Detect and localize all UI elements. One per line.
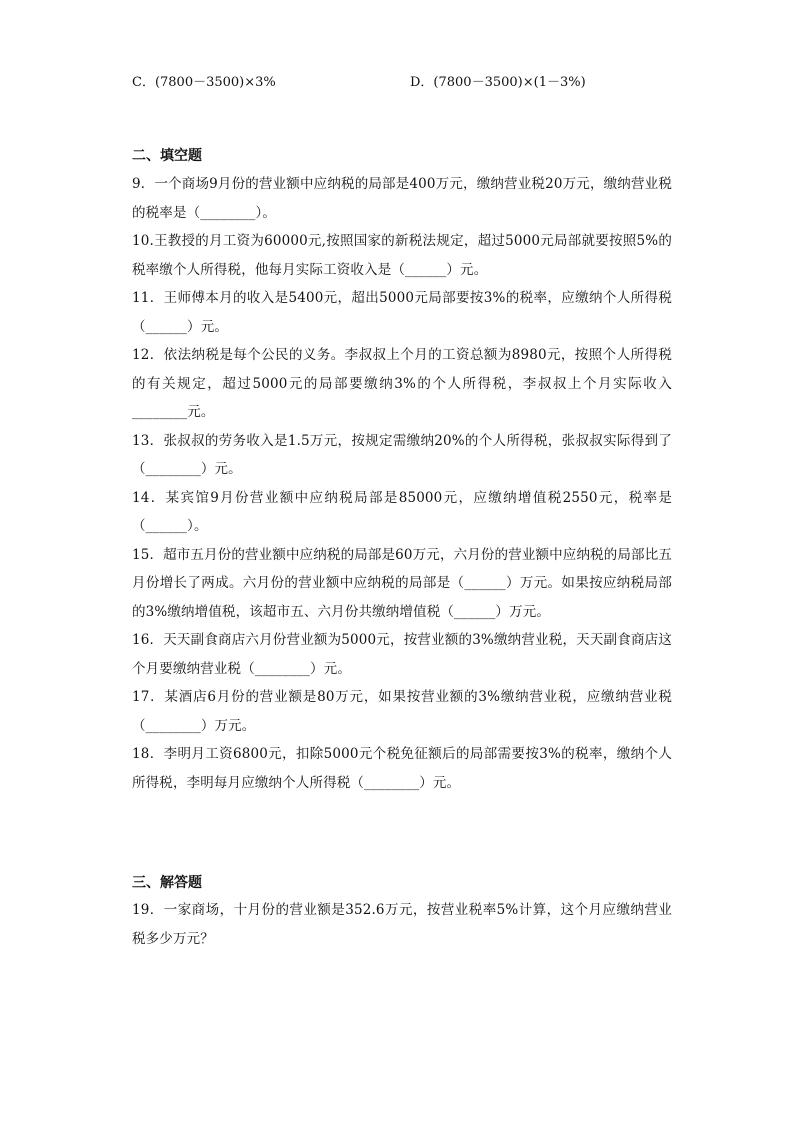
fill-in-questions xyxy=(132,170,672,797)
question-19: 19．一家商场，十月份的营业额是352.6万元，按营业税率5%计算，这个月应缴纳营业税多少万元？ xyxy=(132,902,672,947)
section-title-answer: 三、解答题 xyxy=(132,875,202,891)
choice-options xyxy=(132,71,692,93)
question-17: 17．某酒店6月份的营业额是80万元，如果按营业额的3%缴纳营业税，应缴纳营业税（________）万元。 xyxy=(132,689,672,734)
question-16: 16．天天副食商店六月份营业额为5000元，按营业额的3%缴纳营业税，天天副食商店这个月要缴纳营业税（________）元。 xyxy=(132,632,672,677)
question-18: 18．李明月工资6800元，扣除5000元个税免征额后的局部需要按3%的税率，缴纳个人所得税，李明每月应缴纳个人所得税（________）元。 xyxy=(132,746,672,791)
question-12: 12．依法纳税是每个公民的义务。李叔叔上个月的工资总额为8980元，按照个人所得税的有关规定，超过5000元的局部要缴纳3%的个人所得税，李叔叔上个月实际收入________元。 xyxy=(132,347,672,420)
section-title-fill-in: 二、填空题 xyxy=(132,148,202,164)
question-9: 9．一个商场9月份的营业额中应纳税的局部是400万元，缴纳营业税20万元，缴纳营业税的税率是（________）。 xyxy=(132,176,672,221)
question-13: 13．张叔叔的劳务收入是1.5万元，按规定需缴纳20%的个人所得税，张叔叔实际得到了（________）元。 xyxy=(132,432,672,477)
answer-questions xyxy=(132,896,672,953)
question-10: 10.王教授的月工资为60000元,按照国家的新税法规定，超过5000元局部就要按照5%的税率缴个人所得税，他每月实际工资收入是（______）元。 xyxy=(132,233,672,278)
question-11: 11．王师傅本月的收入是5400元，超出5000元局部要按3%的税率，应缴纳个人所得税（______）元。 xyxy=(132,290,672,335)
question-14: 14．某宾馆9月份营业额中应纳税局部是85000元，应缴纳增值税2550元，税率是（______）。 xyxy=(132,489,672,534)
question-15: 15．超市五月份的营业额中应纳税的局部是60万元，六月份的营业额中应纳税的局部比五月份增长了两成。六月份的营业额中应纳税的局部是（______）万元。如果按应纳税局部的3%缴纳增值税，该超市五、六月份共缴纳增值税（______）万元。 xyxy=(132,546,673,620)
option-d: D．(7800－3500)×(1－3%) xyxy=(410,75,586,90)
option-c: C．(7800－3500)×3% xyxy=(132,75,276,90)
